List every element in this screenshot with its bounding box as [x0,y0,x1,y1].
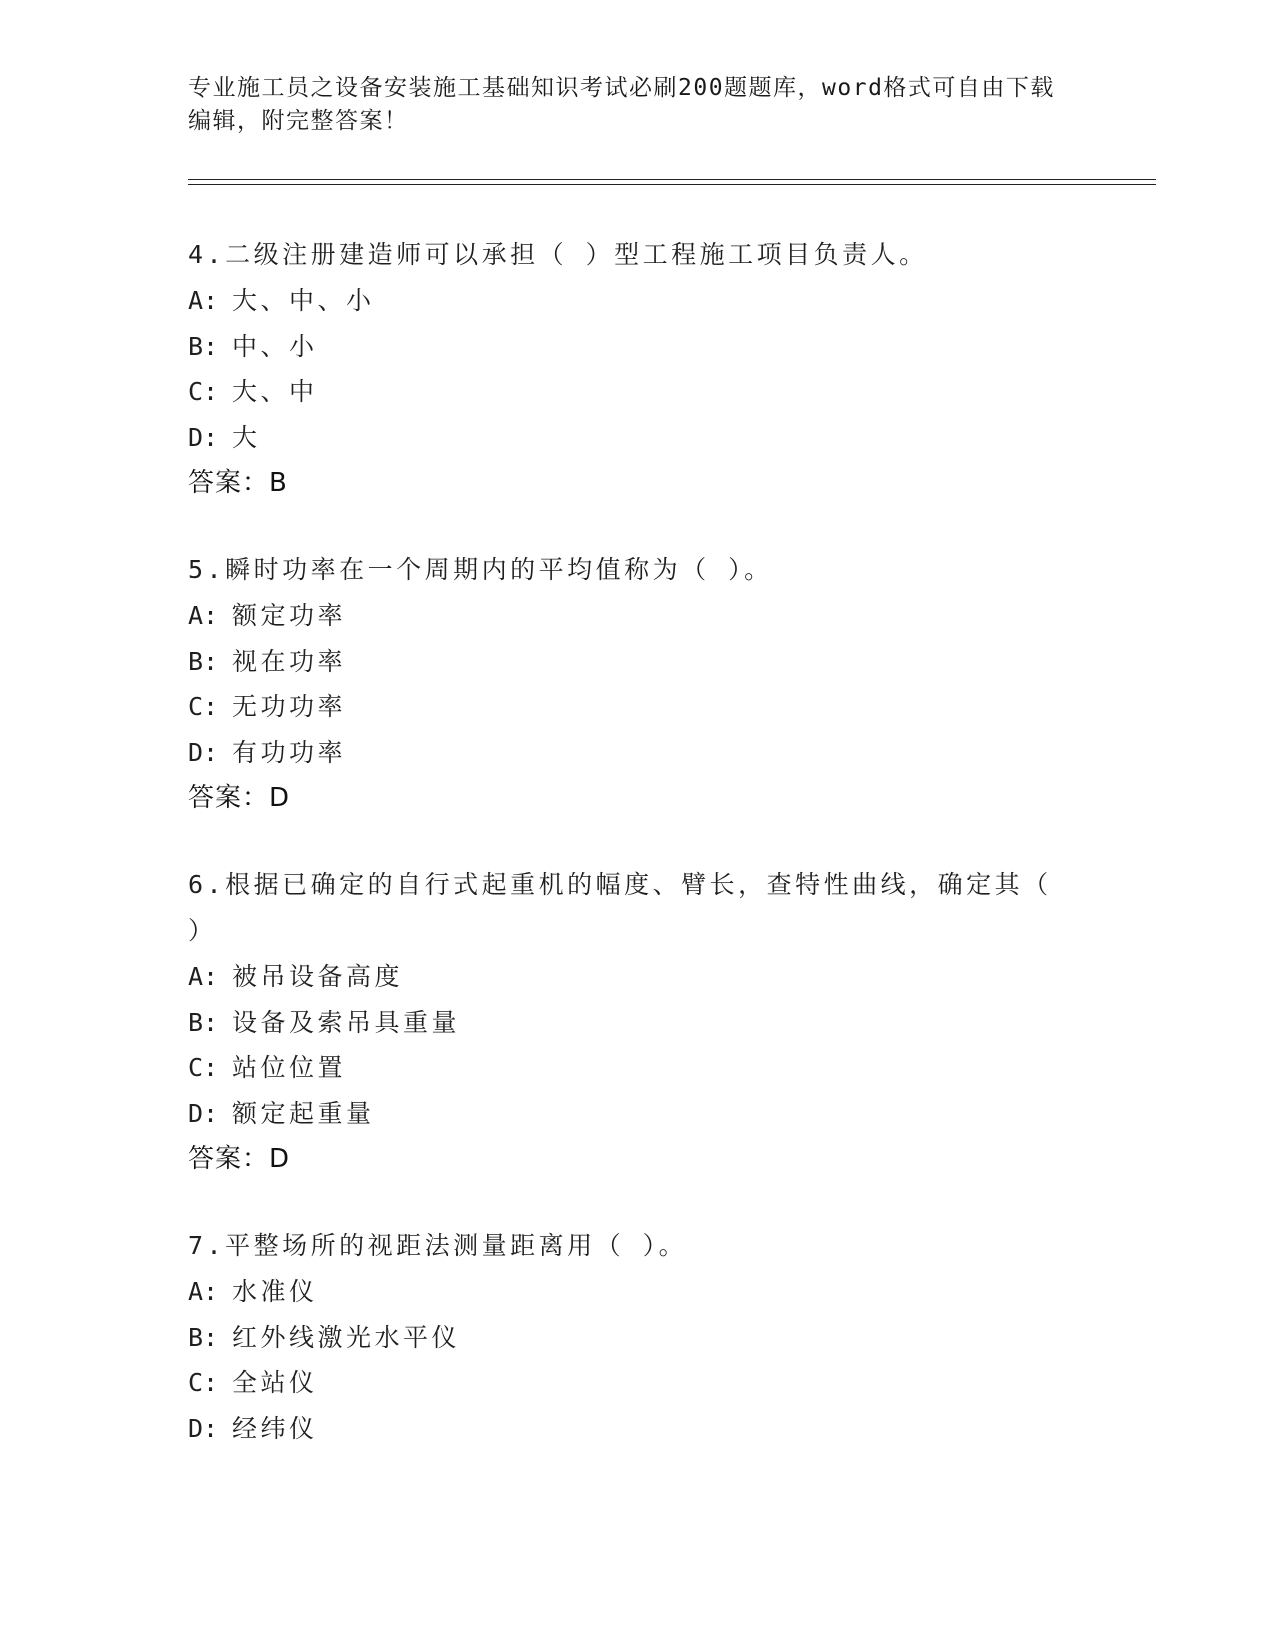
header-divider-bottom [188,184,1156,185]
option-letter: D: [188,422,219,452]
header-title-line-1: 专业施工员之设备安装施工基础知识考试必刷200题题库，word格式可自由下载 [188,75,1055,101]
option-text: 有功功率 [232,737,347,767]
option-b [188,1315,1148,1361]
document-header [188,72,1088,138]
option-text: 额定起重量 [232,1098,375,1128]
option-d [188,730,1148,776]
option-letter: C: [188,1053,219,1082]
header-divider-top [188,179,1156,180]
option-text: 视在功率 [232,646,347,676]
option-text: 被吊设备高度 [232,962,404,991]
option-text: 水准仪 [232,1277,318,1306]
option-text: 大 [232,422,261,452]
option-d [188,1091,1148,1137]
question-stem: 5.瞬时功率在一个周期内的平均值称为（ ）。 [188,555,773,584]
option-text: 红外线激光水平仪 [232,1322,461,1352]
option-text: 经纬仪 [232,1413,318,1443]
option-letter: A: [188,286,219,315]
option-letter: B: [188,1322,219,1352]
option-b [188,324,1148,370]
option-letter: C: [188,377,219,406]
option-letter: C: [188,692,219,721]
option-letter: D: [188,1098,219,1128]
option-text: 无功功率 [232,692,347,721]
option-c [188,1360,1148,1406]
option-d [188,1406,1148,1452]
answer-line: 答案：D [188,783,291,813]
option-text: 中、小 [232,331,318,361]
question-list [188,232,1148,1492]
option-d [188,415,1148,461]
question-5 [188,547,1148,821]
option-a [188,278,1148,324]
option-a [188,954,1148,1000]
question-stem: 6.根据已确定的自行式起重机的幅度、臂长，查特性曲线，确定其（ ） [188,870,1052,945]
option-text: 站位位置 [232,1053,347,1082]
question-4 [188,232,1148,506]
question-stem: 4.二级注册建造师可以承担（ ）型工程施工项目负责人。 [188,240,928,269]
option-letter: B: [188,1007,219,1037]
option-text: 设备及索吊具重量 [232,1007,461,1037]
option-c [188,1045,1148,1091]
option-c [188,369,1148,415]
header-title-line-2: 编辑，附完整答案！ [188,108,409,134]
answer-line: 答案：B [188,468,288,498]
question-6 [188,862,1148,1182]
answer-line: 答案：D [188,1144,291,1174]
question-7 [188,1223,1148,1451]
option-text: 大、中、小 [232,286,375,315]
option-letter: A: [188,962,219,991]
option-b [188,1000,1148,1046]
option-b [188,639,1148,685]
option-c [188,684,1148,730]
option-letter: D: [188,1413,219,1443]
option-letter: B: [188,331,219,361]
option-text: 额定功率 [232,601,347,630]
question-stem: 7.平整场所的视距法测量距离用（ ）。 [188,1231,688,1260]
option-text: 全站仪 [232,1368,318,1397]
option-a [188,593,1148,639]
option-letter: D: [188,737,219,767]
option-text: 大、中 [232,377,318,406]
option-letter: A: [188,601,219,630]
option-letter: A: [188,1277,219,1306]
option-letter: C: [188,1368,219,1397]
option-a [188,1269,1148,1315]
option-letter: B: [188,646,219,676]
